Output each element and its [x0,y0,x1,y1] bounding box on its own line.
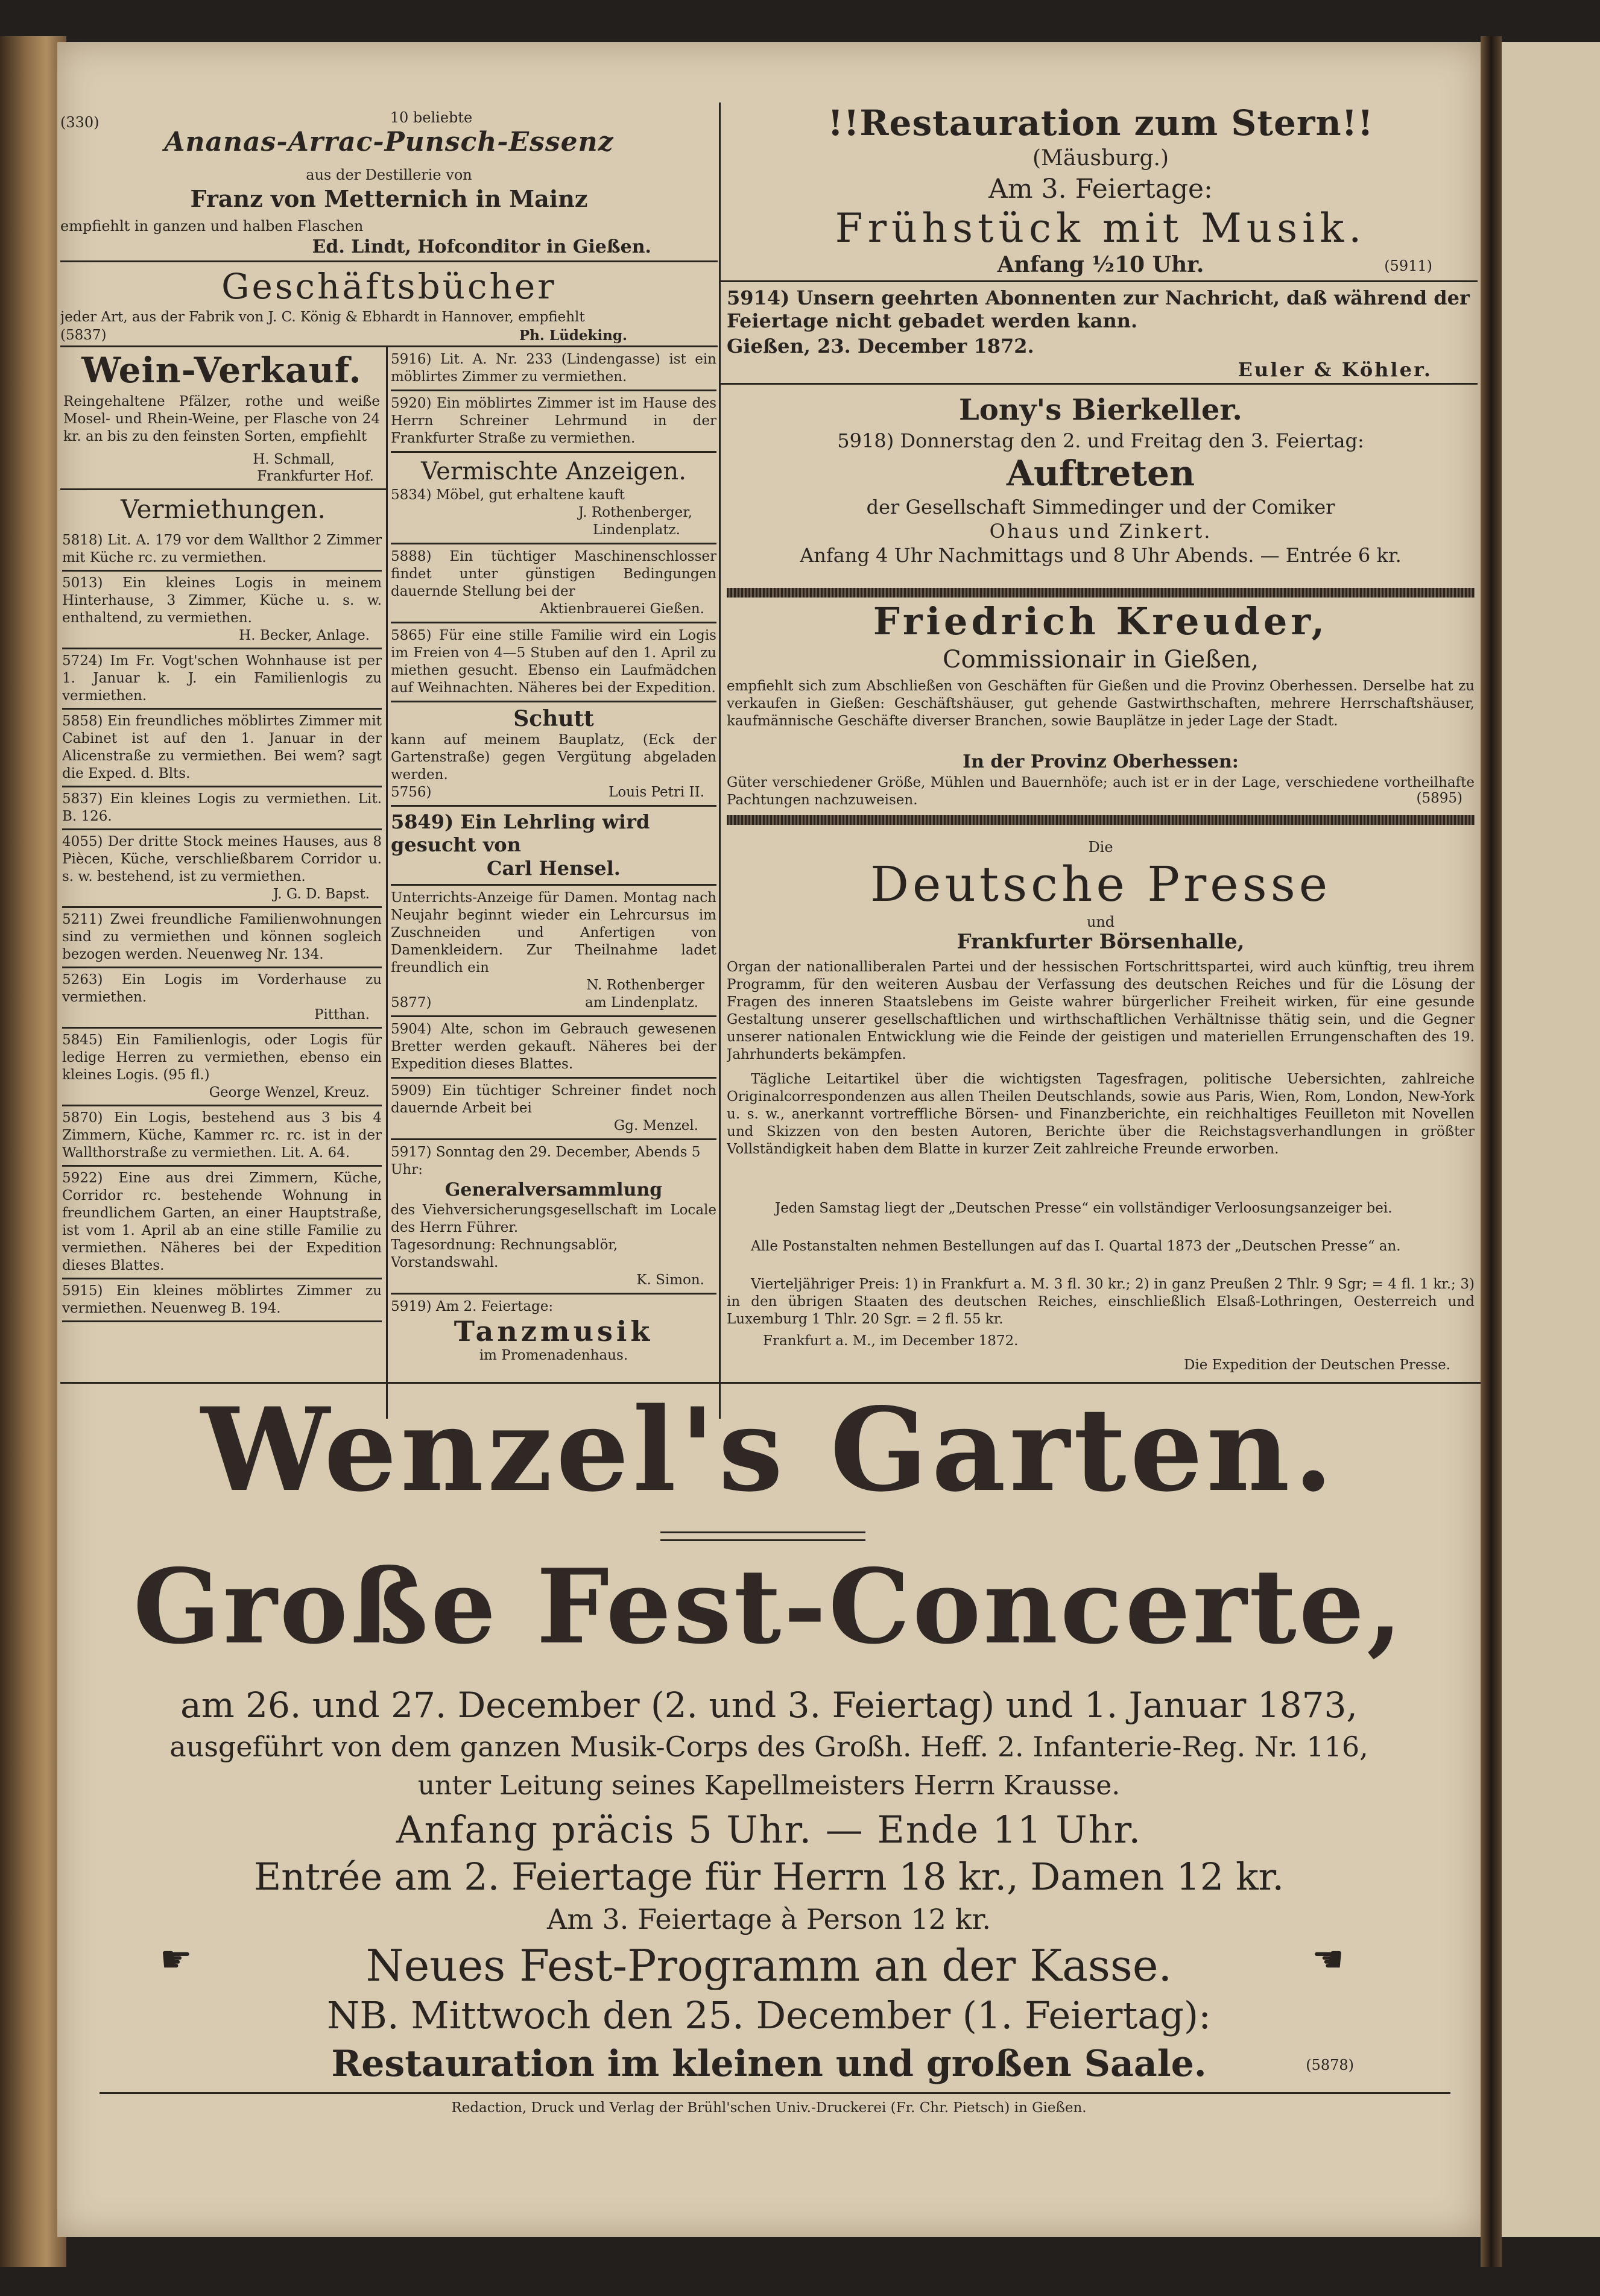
presse-title: Deutsche Presse [870,857,1332,912]
divider [391,1015,716,1017]
vermiethung-item [62,532,382,567]
ad-schreiner-text: 5909) Ein tüchtiger Schreiner findet noch dauernde Arbeit bei [391,1083,716,1116]
ananas-title: Ananas-Arrac-Punsch-Essenz [164,127,614,157]
divider [62,708,382,710]
ad-schutt-text: kann auf meinem Bauplatz, (Eck der Gartenstraße) gegen Vergütung abgeladen werden. [391,732,716,783]
vermiethung-text: 5818) Lit. A. 179 vor dem Wallthor 2 Zimmer mit Küche rc. zu vermiethen. [62,532,382,566]
wenzel-title2: Große Fest-Concerte, [133,1550,1405,1664]
lony-title: Lony's Bierkeller. [958,393,1242,427]
vermiethung-item [62,911,382,964]
wein-title: Wein-Verkauf. [81,351,362,390]
wenzel-line7: Neues Fest-Programm an der Kasse. [365,1941,1172,1990]
euler-signer: Euler & Köhler. [1238,358,1432,381]
divider [62,786,382,787]
divider [391,622,716,623]
ornament-rule [660,1531,865,1541]
ad-moebel [391,487,716,539]
wenzel-line1: am 26. und 27. December (2. und 3. Feiertag) und 1. Januar 1873, [180,1685,1358,1725]
vermiethung-text: 5922) Eine aus drei Zimmern, Küche, Corridor rc. bestehende Wohnung in freundlichem Garten, an einer Hauptstraße, ist vom 1. April ab an eine stille Familie zu vermiethen. Näheres bei der Expedition dieses Blattes. [62,1170,382,1273]
ad-tanz-title: Tanzmusik [454,1315,654,1348]
lony-line1: 5918) Donnerstag den 2. und Freitag den 3. Feiertag: [837,429,1364,452]
ad-familie [391,627,716,697]
column-rule [386,345,388,1419]
ad-lehrling [391,810,716,880]
divider [60,345,718,347]
lony-line3: Ohaus und Zinkert. [989,520,1212,543]
vermiethung-text: 5845) Ein Familienlogis, oder Logis für ledige Herren zu vermiethen, ebenso ein kleines Logis. (95 fl.) [62,1032,382,1083]
ad-5916-text: 5916) Lit. A. Nr. 233 (Lindengasse) ist ein möblirtes Zimmer zu vermiethen. [391,352,716,385]
stern-line1: Am 3. Feiertage: [988,174,1213,204]
divider [721,383,1478,385]
divider [62,1027,382,1029]
vermiethung-text: 4055) Der dritte Stock meines Hauses, aus 8 Piècen, Küche, verschließbarem Corridor u. s. w. bestehend, ist zu vermiethen. [62,834,382,885]
ad-5916 [391,351,716,386]
vermiethung-signer: Pitthan. [314,1007,370,1023]
divider [391,701,716,702]
ad-maschinen [391,548,716,618]
divider [100,2092,1450,2094]
ad-unterricht-signer: N. Rothenberger [586,977,704,993]
ad-unterricht [391,889,716,1012]
vermiethungen-list [62,532,382,1376]
ad-tanz-line2: im Promenadenhaus. [479,1348,628,1363]
kreuder-text: empfiehlt sich zum Abschließen von Geschäften für Gießen und die Provinz Oberhessen. Derselbe hat zu verkaufen in Gießen: Geschäftshäuser, gut gehende Gastwirthschaften, mehrere Herrschaftshäuser, kaufmännische Geschäfte diverser Branchen, sowie Bauplätze in jeder Lage der Stadt. [727,678,1475,729]
divider [391,451,716,453]
pointing-hand-right-icon: ☛ [160,1938,192,1981]
ad-lehrling-signer: Carl Hensel. [487,857,621,880]
vermiethungen-title: Vermiethungen. [121,494,326,524]
wein-signer2: Frankfurter Hof. [257,468,374,484]
ad-unterricht-text: Unterrichts-Anzeige für Damen. Montag nach Neujahr beginnt wieder ein Lehrcursus im Zuschneiden und Anfertigen von Damenkleidern. Zur Theilnahme ladet freundlich ein [391,890,716,976]
presse-und: und [1086,913,1115,930]
ad-maschinen-signer: Aktienbrauerei Gießen. [539,601,704,617]
divider [62,1165,382,1167]
vermiethung-item [62,1282,382,1317]
divider [62,1278,382,1279]
page-number: (330) [60,114,100,131]
vermischte-title: Vermischte Anzeigen. [421,458,686,485]
ad-schreiner-signer: Gg. Menzel. [613,1118,698,1134]
ad-bretter [391,1021,716,1073]
divider [391,1293,716,1295]
wein-body: Reingehaltene Pfälzer, rothe und weiße Mosel- und Rhein-Weine, per Flasche von 24 kr. an bis zu den feinsten Sorten, empfiehlt [63,394,380,444]
presse-p3: Jeden Samstag liegt der „Deutschen Presse“ ein vollständiger Verloosungsanzeiger bei. [775,1200,1393,1216]
ad-moebel-signer2: Lindenplatz. [592,522,680,538]
divider [62,906,382,908]
vermiethung-item [62,1032,382,1102]
stern-line2: Frühstück mit Musik. [835,206,1367,251]
wenzel-num: (5878) [1306,2057,1354,2074]
divider [62,828,382,830]
book-gutter [1481,36,1502,2267]
ad-unterricht-num: 5877) [391,995,432,1011]
footer-imprint: Redaction, Druck und Verlag der Brühl'schen Univ.-Druckerei (Fr. Chr. Pietsch) in Gießen. [451,2100,1087,2116]
book-edge [0,36,66,2267]
ad-moebel-signer: J. Rothenberger, [578,505,692,520]
divider [62,1105,382,1106]
vermiethung-item [62,1109,382,1162]
ad-tanz [391,1298,716,1364]
geschaeftsbuecher-text: jeder Art, aus der Fabrik von J. C. König & Ebhardt in Hannover, empfiehlt [60,309,585,325]
stern-line3: Anfang ½10 Uhr. [997,252,1204,277]
divider [62,570,382,572]
lony-line2: der Gesellschaft Simmedinger und der Comiker [866,496,1335,519]
vermiethung-signer: H. Becker, Anlage. [239,628,370,643]
vermiethung-item [62,652,382,705]
presse-p2: Tägliche Leitartikel über die wichtigsten Tagesfragen, politische Uebersichten, zahlreiche Originalcorrespondenzen aus allen Theilen Deutschlands, sowie aus Paris, Wien, Rom, London, New-York u. s. w., anerkannt vortreffliche Börsen- und Finanzberichte, ein reichhaltiges Feuilleton mit Novellen und Skizzen von den besten Autoren, Berichte über die Reichstagsverhandlungen in größter Vollständigkeit haben dem Blatte in kurzer Zeit zahlreiche Freunde erworben. [727,1071,1475,1157]
ad-5920-text: 5920) Ein möblirtes Zimmer ist im Hause des Herrn Schreiner Lehrmund in der Frankfurter Straße zu vermiethen. [391,396,716,446]
wenzel-line6: Am 3. Feiertage à Person 12 kr. [547,1903,991,1935]
middle-column [391,351,716,1412]
divider [391,390,716,391]
vermiethung-item [62,575,382,645]
ad-schreiner [391,1082,716,1135]
kreuder-text2: Güter verschiedener Größe, Mühlen und Bauernhöfe; auch ist er in der Lage, verschiedene vortheilhafte Pachtungen nachzuweisen. [727,775,1475,808]
presse-p1: Organ der nationalliberalen Partei und der hessischen Fortschrittspartei, wird auch künftig, treu ihrem Programm, für den weiteren Ausbau der Verfassung des deutschen Reiches und für die Lösung der Fragen des inneren Staatslebens im Geiste wahrer bürgerlicher Freiheit wirken, für eine gesunde Gestaltung unserer gesellschaftlichen und wirthschaftlichen Verhältnisse thätig sein, und die Gegner unserer nationalen Entwicklung wie die Feinde der geistigen und materiellen Errungenschaften des 19. Jahrhunderts bekämpfen. [727,959,1475,1062]
presse-p5: Vierteljähriger Preis: 1) in Frankfurt a. M. 3 fl. 30 kr.; 2) in ganz Preußen 2 Thlr. 9 Sgr; = 4 fl. 1 kr.; 3) in den übrigen Staaten des deutschen Reiches, einschließlich Elsaß-Lothringen, Oesterreich und Luxemburg 1 Thlr. 20 Sgr. = 2 fl. 55 kr. [727,1276,1475,1327]
vermiethung-text: 5211) Zwei freundliche Familienwohnungen sind zu vermiethen und können sogleich bezogen werden. Neuenweg Nr. 134. [62,912,382,962]
pointing-hand-left-icon: ☚ [1312,1938,1344,1981]
vermiethung-item [62,833,382,903]
vermiethung-text: 5263) Ein Logis im Vorderhause zu vermiethen. [62,972,382,1005]
divider [60,1382,1481,1384]
ad-5920 [391,395,716,447]
vermiethung-text: 5858) Ein freundliches möblirtes Zimmer mit Cabinet ist auf den 1. Januar in der Alicenstraße zu vermiethen. Bei wem? sagt die Exped. d. Blts. [62,713,382,781]
ananas-line1: aus der Destillerie von [306,166,472,183]
kreuder-sub: Commissionair in Gießen, [942,646,1259,673]
wenzel-line2: ausgeführt von dem ganzen Musik-Corps des Großh. Heff. 2. Infanterie-Reg. Nr. 116, [169,1730,1368,1763]
vermiethung-signer: J. G. D. Bapst. [273,886,370,902]
vermiethung-signer: George Wenzel, Kreuz. [209,1085,370,1100]
stern-title: !!Restauration zum Stern!! [827,102,1374,144]
lony-line4: Anfang 4 Uhr Nachmittags und 8 Uhr Abends. — Entrée 6 kr. [800,544,1402,567]
ad-general-title: Generalversammlung [444,1179,663,1200]
ad-schutt [391,706,716,801]
divider [391,1077,716,1079]
vermiethung-item [62,1170,382,1275]
ad-maschinen-text: 5888) Ein tüchtiger Maschinenschlosser findet unter günstigen Bedingungen dauernde Stellung bei der [391,549,716,599]
wenzel-title: Wenzel's Garten. [201,1387,1337,1513]
ad-lehrling-title: 5849) Ein Lehrling wird gesucht von [391,810,650,856]
divider [60,488,386,490]
kreuder-num: (5895) [1416,790,1462,806]
vermiethung-text: 5837) Ein kleines Logis zu vermiethen. Lit. B. 126. [62,791,382,824]
divider [391,543,716,544]
ad-general-text: des Viehversicherungsgesellschaft im Locale des Herrn Führer. [391,1202,716,1235]
vermiethung-text: 5724) Im Fr. Vogt'schen Wohnhause ist per 1. Januar k. J. ein Familienlogis zu vermiethen. [62,653,382,704]
geschaeftsbuecher-signer: Ph. Lüdeking. [519,327,627,344]
divider [62,967,382,968]
wenzel-line4: Anfang präcis 5 Uhr. — Ende 11 Uhr. [396,1809,1142,1851]
ad-schutt-title: Schutt [513,706,594,731]
ad-unterricht-signer2: am Lindenplatz. [585,995,698,1011]
ananas-line3: empfiehlt in ganzen und halben Flaschen [60,218,364,235]
geschaeftsbuecher-num: (5837) [60,327,107,343]
ad-tanz-line1: 5919) Am 2. Feiertage: [391,1299,554,1314]
presse-die: Die [1088,839,1113,856]
vermiethung-text: 5870) Ein Logis, bestehend aus 3 bis 4 Zimmern, Küche, Kammer rc. rc. ist in der Wallthorstraße zu vermiethen. Lit. A. 64. [62,1110,382,1161]
stern-num: (5911) [1384,257,1432,274]
ad-bretter-text: 5904) Alte, schon im Gebrauch gewesenen Bretter werden gekauft. Näheres bei der Expedition dieses Blattes. [391,1021,716,1072]
wenzel-line3: unter Leitung seines Kapellmeisters Herrn Krausse. [417,1770,1121,1801]
lony-title2: Auftreten [1006,453,1195,493]
presse-p6: Frankfurt a. M., im December 1872. [763,1333,1019,1349]
divider [721,280,1478,282]
ornament-bar [727,588,1475,598]
kreuder-sub2: In der Provinz Oberhessen: [963,751,1239,772]
facing-page [1502,42,1600,2237]
ad-general-signer: K. Simon. [636,1272,704,1288]
ornament-bar [727,815,1475,825]
newspaper-page [57,42,1481,2237]
ananas-small-above: 10 beliebte [390,109,473,126]
ad-familie-text: 5865) Für eine stille Familie wird ein Logis im Freien von 4—5 Stuben auf den 1. April zu miethen gesucht. Ebenso ein Laufmädchen auf Weihnachten. Näheres bei der Expedition. [391,628,716,696]
ananas-signer: Ed. Lindt, Hofconditor in Gießen. [312,236,651,257]
ad-moebel-text: 5834) Möbel, gut erhaltene kauft [391,487,625,503]
euler-text: 5914) Unsern geehrten Abonnenten zur Nachricht, daß während der Feiertage nicht gebadet werden kann. [727,286,1470,332]
euler-date: Gießen, 23. December 1872. [727,335,1034,358]
divider [391,805,716,807]
divider [391,1138,716,1140]
presse-p4: Alle Postanstalten nehmen Bestellungen auf das I. Quartal 1873 der „Deutschen Presse“ an. [751,1238,1401,1254]
divider [62,648,382,649]
wenzel-line9: Restauration im kleinen und großen Saale. [331,2043,1207,2085]
geschaeftsbuecher-title: Geschäftsbücher [221,266,557,306]
divider [391,884,716,886]
ananas-line2: Franz von Metternich in Mainz [190,186,588,212]
ad-general [391,1144,716,1289]
kreuder-title: Friedrich Kreuder, [873,600,1329,643]
stern-sub: (Mäusburg.) [1032,146,1169,171]
ad-general-agenda: Tagesordnung: Rechnungsablör, Vorstandswahl. [391,1237,618,1270]
divider [62,1320,382,1322]
vermiethung-text: 5915) Ein kleines möblirtes Zimmer zu vermiethen. Neuenweg B. 194. [62,1283,382,1316]
vermiethung-item [62,790,382,825]
vermiethung-item [62,713,382,783]
divider [60,260,718,262]
ad-schutt-signer: Louis Petri II. [609,784,704,800]
wenzel-line5: Entrée am 2. Feiertage für Herrn 18 kr., Damen 12 kr. [253,1856,1285,1898]
presse-sub: Frankfurter Börsenhalle, [957,930,1245,954]
presse-signer: Die Expedition der Deutschen Presse. [1183,1357,1450,1373]
ad-schutt-num: 5756) [391,784,432,800]
vermiethung-text: 5013) Ein kleines Logis in meinem Hinterhause, 3 Zimmer, Küche u. s. w. enthaltend, zu vermiethen. [62,575,382,626]
wein-signer: H. Schmall, [253,452,335,467]
vermiethung-item [62,971,382,1024]
wenzel-line8: NB. Mittwoch den 25. December (1. Feiertag): [327,1995,1211,2037]
ad-general-line1: 5917) Sonntag den 29. December, Abends 5 Uhr: [391,1144,701,1178]
